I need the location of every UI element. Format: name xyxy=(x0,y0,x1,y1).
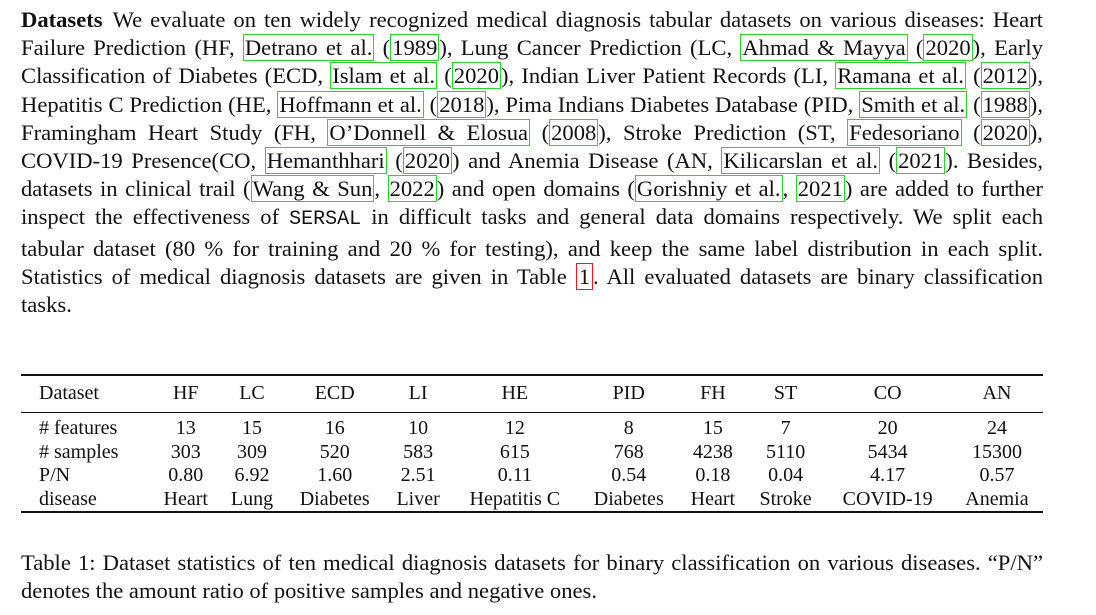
row-label: # features xyxy=(39,417,118,440)
column-header: ECD xyxy=(314,382,355,404)
citation-year-link[interactable]: 2020 xyxy=(925,35,971,61)
citation-link[interactable]: Islam et al. xyxy=(332,63,436,89)
table-cell: 0.57 xyxy=(979,464,1015,487)
table-cell: 8 xyxy=(623,417,634,440)
citation-year-link[interactable]: 2008 xyxy=(551,119,597,145)
table-cell: COVID-19 xyxy=(842,487,933,510)
table-row xyxy=(21,488,1043,513)
citation-link[interactable]: Detrano et al. xyxy=(244,35,373,61)
table-cell: 615 xyxy=(499,440,530,463)
column-header: LI xyxy=(408,382,428,404)
table-cell: 15300 xyxy=(971,440,1022,463)
body-text: ), COVID-19 Presence(CO, xyxy=(21,119,1043,174)
column-header: HF xyxy=(172,382,199,404)
table-cell: 10 xyxy=(408,417,429,440)
table-cell: 2.51 xyxy=(400,464,436,487)
citation-year-link[interactable]: 2020 xyxy=(404,148,450,174)
body-text: ), Pima Indians Diabetes Database (PID, xyxy=(486,91,860,117)
column-header: AN xyxy=(982,382,1012,404)
citation-link[interactable]: O’Donnell & Elosua xyxy=(329,119,529,145)
citation-year-link[interactable]: 1989 xyxy=(392,35,438,61)
citation-link[interactable]: Ahmad & Mayya xyxy=(742,35,906,61)
citation-link[interactable]: Kilicarslan et al. xyxy=(723,148,878,174)
citation-link[interactable]: Gorishniy et al. xyxy=(636,176,781,202)
table-cell: Diabetes xyxy=(593,487,664,510)
citation-year-link[interactable]: 2020 xyxy=(982,119,1028,145)
table-cell: 0.54 xyxy=(611,464,647,487)
citation-year-link[interactable]: 2012 xyxy=(982,63,1028,89)
body-text: ), Hepatitis C Prediction (HE, xyxy=(21,63,1043,117)
table-cell: 5434 xyxy=(867,440,908,463)
table-cell: 16 xyxy=(324,417,345,440)
row-label: disease xyxy=(39,487,97,510)
column-header: HE xyxy=(501,382,529,404)
row-label: P/N xyxy=(39,464,71,487)
citation-link[interactable]: Hoffmann et al. xyxy=(279,91,422,117)
column-header: LC xyxy=(239,382,265,404)
citation-link[interactable]: Fedesoriano xyxy=(849,119,960,145)
body-text: ). Besides, datasets in clinical trail ( xyxy=(21,148,1043,202)
table-cell: 24 xyxy=(986,417,1007,440)
table-cell: Diabetes xyxy=(299,487,370,510)
table-cell: 15 xyxy=(702,417,723,440)
table-cell: 1.60 xyxy=(317,464,353,487)
citation-year-link[interactable]: 1988 xyxy=(982,91,1028,117)
table-cell: 583 xyxy=(403,440,434,463)
section-heading: Datasets xyxy=(21,7,103,32)
column-header: FH xyxy=(700,382,726,404)
table-row xyxy=(21,464,1043,488)
table-cell: Stroke xyxy=(759,487,812,510)
body-text: ) and Anemia Disease (AN, xyxy=(451,148,722,174)
table-cell: 12 xyxy=(504,417,525,440)
table-cell: 520 xyxy=(319,440,350,463)
citation-year-link[interactable]: 2020 xyxy=(453,63,499,89)
column-header: Dataset xyxy=(39,382,99,404)
column-header: ST xyxy=(773,382,798,404)
citation-year-link[interactable]: 2021 xyxy=(898,148,944,174)
body-text: ), Lung Cancer Prediction (LC, xyxy=(439,35,741,61)
row-label: # samples xyxy=(39,440,119,463)
table-cell: 7 xyxy=(780,417,791,440)
citation-year-link[interactable]: 2021 xyxy=(797,176,843,202)
table-cell: 5110 xyxy=(765,440,806,463)
citation-link[interactable]: Smith et al. xyxy=(861,91,966,117)
body-text: ) and open domains ( xyxy=(436,176,635,202)
body-text: ), Framingham Heart Study (FH, xyxy=(21,91,1043,145)
table-cell: 303 xyxy=(170,440,201,463)
table-cell: 20 xyxy=(877,417,898,440)
body-text: ) are added to further inspect the effectiveness of xyxy=(21,176,1044,230)
column-header: PID xyxy=(612,382,645,404)
table-cell: 0.04 xyxy=(768,464,804,487)
table-cell: 13 xyxy=(175,417,196,440)
table-cell: 4238 xyxy=(692,440,733,463)
table-caption: Table 1: Dataset statistics of ten medical diagnosis datasets for binary classification on various diseases. “P/N” denotes the amount ratio of positive samples and negative ones. xyxy=(21,550,1043,604)
body-text: ), Stroke Prediction (ST, xyxy=(598,119,848,145)
table-cell: 0.11 xyxy=(497,464,532,487)
citation-link[interactable]: Wang & Sun xyxy=(252,176,373,202)
table-header-row xyxy=(21,375,1043,413)
citation-link[interactable]: Ramana et al. xyxy=(837,63,964,89)
table-cell: Heart xyxy=(163,487,208,510)
citation-year-link[interactable]: 2022 xyxy=(389,176,435,202)
table-cell: Liver xyxy=(396,487,440,510)
table-cell: Hepatitis C xyxy=(469,487,561,510)
table-cell: 6.92 xyxy=(234,464,270,487)
body-text: ), Indian Liver Patient Records (LI, xyxy=(500,63,836,89)
body-text: . All evaluated datasets are binary classification tasks. xyxy=(21,263,1043,318)
body-text: We evaluate on ten widely recognized medical diagnosis tabular datasets on various diseases: Heart Failure Prediction (HF, xyxy=(21,7,1043,61)
table-cell: 4.17 xyxy=(870,464,906,487)
table-cell: 15 xyxy=(241,417,262,440)
method-name: SERSAL xyxy=(289,208,362,232)
citation-year-link[interactable]: 2018 xyxy=(439,91,485,117)
table-cell: 0.80 xyxy=(168,464,204,487)
table-cell: 0.18 xyxy=(695,464,731,487)
table-cell: 768 xyxy=(613,440,644,463)
citation-link[interactable]: Hemanthhari xyxy=(266,148,385,174)
column-header: CO xyxy=(873,382,902,404)
table-reference-link[interactable]: 1 xyxy=(576,263,593,290)
table-row xyxy=(21,441,1043,465)
table-cell: Lung xyxy=(230,487,274,510)
table-row xyxy=(21,413,1043,441)
datasets-paragraph: Datasets We evaluate on ten widely recognized medical diagnosis tabular datasets on various diseases: Heart Failure Prediction (HF, Detrano et al. (1989), Lung Cancer Prediction (LC, Ahmad & Mayya (2020), Early Classification of Diabetes (ECD, Islam et al. (2020), Indian Liver Patient Records (LI, Ramana et al. (2012), Hepatitis C Prediction (HE, Hoffmann et al. (2018), Pima Indians Diabetes Database (PID, Smith et al. (1988), Framingham Heart Study (FH, O’Donnell & Elosua (2008), Stroke Prediction (ST, Fedesoriano (2020), COVID-19 Presence(CO, Hemanthhari (2020) and Anemia Disease (AN, Kilicarslan et al. (2021). Besides, datasets in clinical trail (Wang & Sun, 2022) and open domains (Gorishniy et al., 2021) are added to further inspect the effectiveness of SERSAL in difficult tasks and general data domains respectively. We split each tabular dataset (80 % for training and 20 % for testing), and keep the same label distribution in each split. Statistics of medical diagnosis datasets are given in Table 1 . All evaluated datasets are binary classification tasks. xyxy=(21,7,1044,318)
table-cell: 309 xyxy=(236,440,267,463)
body-text: in difficult tasks and general data domains respectively. We split each tabular dataset (80 % for training and 20 % for testing), and keep the same label distribution in each split. Statistics of medical diagnosis datasets are given in Table xyxy=(21,204,1043,289)
dataset-statistics-table xyxy=(21,374,1043,513)
table-cell: Anemia xyxy=(965,487,1029,510)
body-text: ), Early Classification of Diabetes (ECD, xyxy=(21,35,1044,89)
table-cell: Heart xyxy=(690,487,736,510)
